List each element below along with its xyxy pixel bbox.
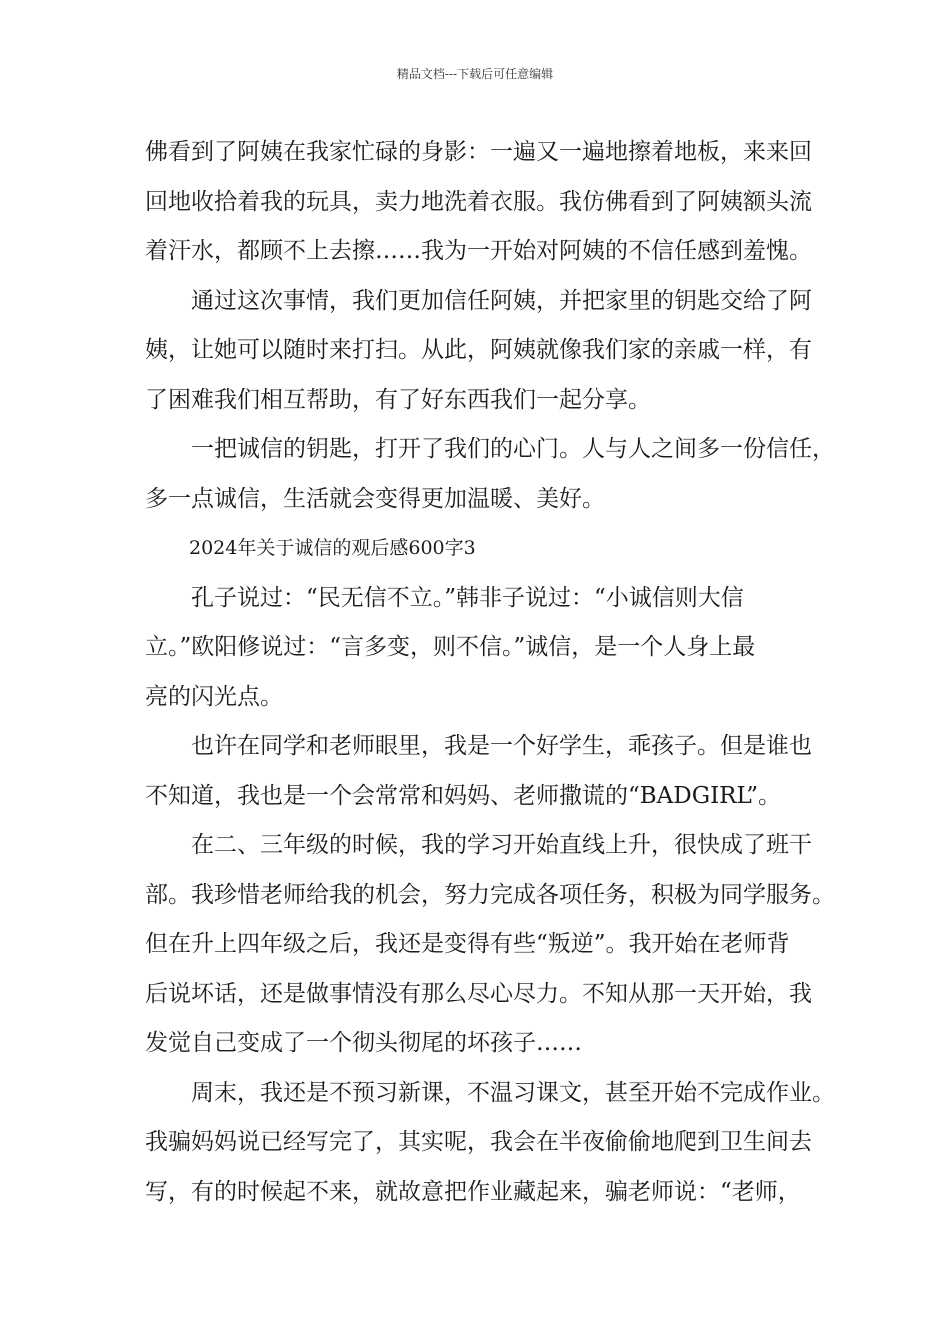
text-line: 发觉自己变成了一个彻头彻尾的坏孩子…… [145,1030,582,1056]
text-line: 后说坏话，还是做事情没有那么尽心尽力。不知从那一天开始，我 [145,980,812,1007]
text-line: 着汗水，都顾不上去擦……我为一开始对阿姨的不信任感到羞愧。 [145,238,812,264]
text-line: 姨，让她可以随时来打扫。从此，阿姨就像我们家的亲戚一样，有 [145,337,812,363]
text-line: 佛看到了阿姨在我家忙碌的身影：一遍又一遍地擦着地板，来来回 [145,139,812,165]
text-line: 但在升上四年级之后，我还是变得有些“叛逆”。我开始在老师背 [145,931,790,957]
text-line: 立。”欧阳修说过：“言多变，则不信。”诚信，是一个人身上最 [145,634,756,660]
paragraph-start: 孔子说过：“民无信不立。”韩非子说过：“小诚信则大信 [191,584,744,611]
paragraph-start: 也许在同学和老师眼里，我是一个好学生，乖孩子。但是谁也 [191,733,812,759]
paragraph-start: 一把诚信的钥匙，打开了我们的心门。人与人之间多一份信任， [191,436,835,462]
section-title: 2024年关于诚信的观后感600字3 [189,537,476,559]
text-line: 了困难我们相互帮助，有了好东西我们一起分享。 [145,386,651,413]
text-line: 不知道，我也是一个会常常和妈妈、老师撒谎的“BADGIRL”。 [145,782,782,809]
text-line: 部。我珍惜老师给我的机会，努力完成各项任务，积极为同学服务。 [145,881,835,908]
paragraph-start: 通过这次事情，我们更加信任阿姨，并把家里的钥匙交给了阿 [191,287,812,314]
document-body [145,128,835,1217]
page-header: 精品文档---下载后可任意编辑 [396,67,554,81]
paragraph-start: 周末，我还是不预习新课，不温习课文，甚至开始不完成作业。 [191,1079,835,1106]
paragraph-start: 在二、三年级的时候，我的学习开始直线上升，很快成了班干 [191,832,812,858]
text-line: 多一点诚信，生活就会变得更加温暖、美好。 [145,485,605,512]
text-line: 我骗妈妈说已经写完了，其实呢，我会在半夜偷偷地爬到卫生间去 [145,1129,812,1155]
text-line: 亮的闪光点。 [145,683,283,710]
text-line: 回地收拾着我的玩具，卖力地洗着衣服。我仿佛看到了阿姨额头流 [145,188,812,215]
text-line: 写，有的时候起不来，就故意把作业藏起来，骗老师说：“老师， [145,1178,801,1205]
